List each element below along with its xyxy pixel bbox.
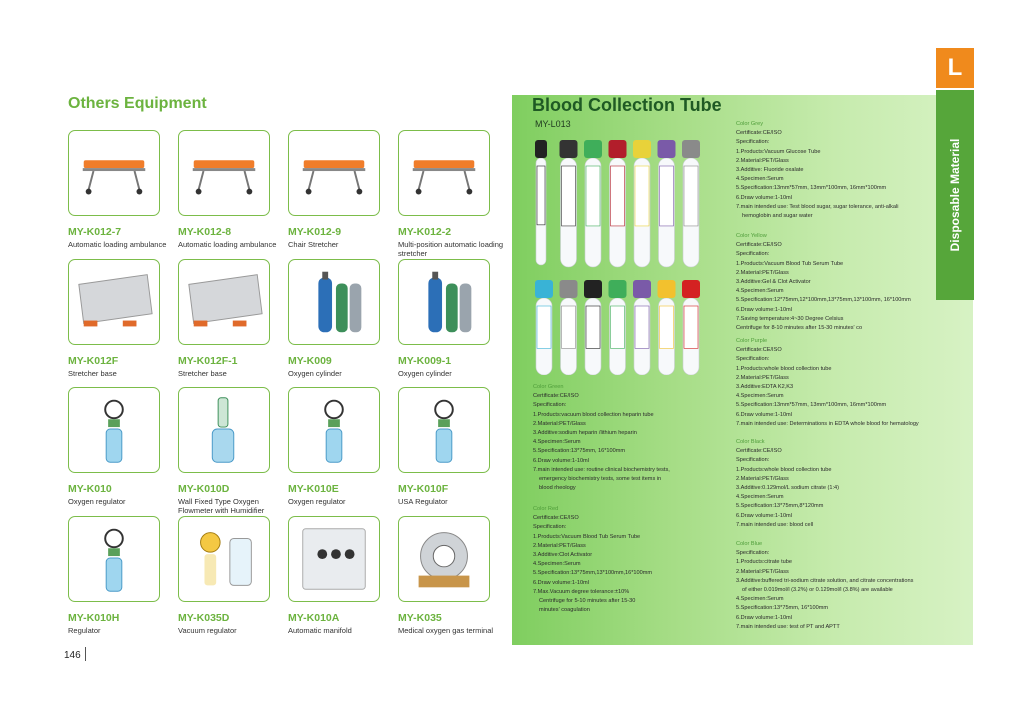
spec-line: Specification: [736,251,770,258]
product-card [398,516,498,635]
tube-cap [535,140,547,158]
spec-line: minutes' coagulation [539,607,590,614]
spec-heading: Color Black [736,439,765,445]
spec-line: 3.Additive:0.129mol/L sodium citrate (1:4) [736,485,840,492]
product-card [398,130,504,258]
spec-line: 1.Products:whole blood collection tube [736,466,832,473]
spec-line: emergency biochemistry tests, some test items in [539,476,662,483]
stretcher-base-icon [179,260,269,344]
spec-line: 7.Saving temperature:4~30 Degree Celsius [736,315,844,322]
blood-tube-top-4 [633,140,651,267]
spec-line: 3.Additive:buffered tri-sodium citrate solution, and citrate concentrations [736,577,914,584]
product-image [68,259,160,345]
spec-black [736,438,839,530]
blood-tube-bottom-4 [633,280,651,375]
blood-tube-top-1 [560,140,578,267]
product-card [68,130,168,249]
spec-heading: Color Blue [736,541,763,547]
tube-cap [584,140,602,158]
tube-label [537,306,551,348]
product-name: Regulator [68,626,101,635]
product-name: Wall Fixed Type Oxygen Flowmeter with Humidifier [178,497,265,515]
spec-red [533,505,652,615]
blood-tube-top-2 [584,140,602,267]
product-code: MY-K012-2 [398,226,452,238]
tube-cap [682,140,700,158]
spec-line: 1.Products:Vacuum Blood Tub Serum Tube [533,533,641,540]
section-title: Others Equipment [68,95,207,112]
spec-line: 1.Products:Vacuum Glucose Tube [736,148,821,155]
spec-line: 5.Specification:13*75mm, 16*100mm [533,448,626,455]
spec-line: 7.main intended use: Determinations in EDTA whole blood for hematology [736,420,919,427]
spec-line: Specification: [533,524,567,531]
blood-tube-bottom-2 [584,280,602,375]
product-image [398,259,490,345]
spec-line: Certificate:CE/ISO [533,515,579,522]
product-code: MY-K010A [288,612,340,624]
spec-line: 5.Specification:13*75mm,8*120mm [736,503,824,510]
spec-line: 3.Additive:Gel & Clot Activator [736,279,811,286]
spec-line: 2.Material:PET/Glass [533,542,586,549]
product-image [178,516,270,602]
spec-purple [736,337,919,429]
product-card [178,387,278,515]
spec-line: Certificate:CE/ISO [736,448,782,455]
flowmeter-icon [179,388,269,472]
product-code: MY-K035D [178,612,230,624]
tube-cap [584,280,602,298]
product-code: MY-K009 [288,355,332,367]
product-code: MY-K012F [68,355,119,367]
spec-line: 5.Specification:13mm*57mm, 13mm*100mm, 16mm*100mm [736,402,887,409]
tube-label [635,306,649,348]
spec-line: 5.Specification:12*75mm,12*100mm,13*75mm,13*100mm, 16*100mm [736,297,911,304]
blood-tube-bottom-3 [609,280,627,375]
product-card [288,259,388,378]
product-name: USA Regulator [398,497,448,506]
spec-line: 1.Products:whole blood collection tube [736,365,832,372]
section-tab-label: Disposable Material [948,138,962,252]
product-code: MY-K010H [68,612,120,624]
product-image [178,130,270,216]
product-card [68,516,168,635]
tube-label [635,166,649,226]
spec-line: 4.Specimen:Serum [736,596,784,603]
product-image [68,130,160,216]
product-card [288,130,388,249]
product-name: Chair Stretcher [288,240,339,249]
tube-cap [658,140,676,158]
spec-line: of either 0.019mol/l (3.2%) or 0.129mol/l (3.8%) are available [742,587,893,594]
spec-green [533,383,670,493]
spec-line: 4.Specimen:Serum [736,393,784,400]
spec-blue [736,540,913,632]
blood-tube-top-3 [609,140,627,267]
spec-line: 6.Draw volume:1-10ml [736,411,792,418]
tube-label [586,306,600,348]
product-image [68,387,160,473]
regulator-icon [289,388,379,472]
spec-line: 6.Draw volume:1-10ml [736,194,792,201]
product-code: MY-K012-8 [178,226,232,238]
spec-heading: Color Purple [736,338,768,344]
spec-line: 4.Specimen:Serum [533,561,581,568]
tube-cap [682,280,700,298]
spec-heading: Color Grey [736,121,764,127]
blood-tube-top-0 [535,140,547,265]
blood-tube-bottom-0 [535,280,553,375]
spec-heading: Color Red [533,506,559,512]
spec-line: Specification: [736,457,770,464]
spec-line: 6.Draw volume:1-10ml [533,457,589,464]
blood-tube-bottom-1 [560,280,578,375]
tube-label [611,306,625,348]
tube-label [660,166,674,226]
tube-cap [658,280,676,298]
spec-line: 2.Material:PET/Glass [736,269,789,276]
spec-heading: Color Green [533,384,564,390]
spec-line: 7.Max.Vacuum degree tolerance:±10% [533,588,630,595]
product-name: Vacuum regulator [178,626,237,635]
tube-label [562,306,576,348]
product-code: MY-K012-9 [288,226,342,238]
tube-label [660,306,674,348]
stretcher-icon [179,131,269,215]
spec-line: 2.Material:PET/Glass [736,374,789,381]
tube-cap [560,140,578,158]
product-name: Oxygen cylinder [398,369,452,378]
blood-tube-top-5 [658,140,676,267]
spec-line: 6.Draw volume:1-10ml [736,306,792,313]
tube-cap [560,280,578,298]
product-card [178,259,278,378]
spec-line: 1.Products:citrate tube [736,559,792,566]
stretcher-icon [69,131,159,215]
product-code: MY-K009-1 [398,355,452,367]
spec-line: Specification: [736,550,770,557]
product-name: Multi-position automatic loading stretcher [398,240,504,258]
spec-line: 3.Additive:Clot Activator [533,552,593,559]
spec-line: Specification: [533,402,567,409]
regulator-icon [69,388,159,472]
spec-line: 4.Specimen:Serum [533,439,581,446]
product-image [68,516,160,602]
blood-tube-bottom-5 [658,280,676,375]
product-name: Automatic loading ambulance [68,240,167,249]
spec-line: 7.main intended use: blood cell [736,521,814,528]
product-name: Oxygen regulator [68,497,126,506]
product-card [178,516,278,635]
gas-terminal-icon [399,517,489,601]
spec-yellow [736,232,911,333]
product-code: MY-K012-7 [68,226,122,238]
product-card [288,516,388,635]
tube-cap [633,140,651,158]
spec-line: Specification: [736,356,770,363]
spec-line: 2.Material:PET/Glass [736,568,789,575]
product-image [398,516,490,602]
product-code: MY-K010E [288,483,339,495]
page-number-divider [85,647,86,661]
model-code: MY-L013 [535,119,571,129]
product-image [398,387,490,473]
product-card [398,259,498,378]
spec-line: 3.Additive:sodium heparin /lithium heparin [533,430,637,437]
spec-line: 3.Additive: Fluoride oxalate [736,167,804,174]
stretcher-icon [289,131,379,215]
stretcher-base-icon [69,260,159,344]
product-image [178,259,270,345]
spec-line: 5.Specification:13mm*57mm, 13mm*100mm, 16mm*100mm [736,185,887,192]
product-code: MY-K012F-1 [178,355,238,367]
tube-cap [633,280,651,298]
tube-label [562,166,576,226]
spec-line: Centrifuge for 5-10 minutes after 15-30 [539,598,636,605]
spec-line: 5.Specification:13*75mm,13*100mm,16*100mm [533,570,653,577]
blood-tube-bottom-6 [682,280,700,375]
product-name: Medical oxygen gas terminal [398,626,494,635]
spec-line: Certificate:CE/ISO [736,347,782,354]
product-card [398,387,498,506]
spec-line: Certificate:CE/ISO [736,130,782,137]
spec-line: 3.Additive:EDTA K2,K3 [736,384,794,391]
spec-line: 2.Material:PET/Glass [736,475,789,482]
tube-cap [609,280,627,298]
page-number: 146 [64,650,81,661]
spec-grey [736,120,899,221]
tube-label [586,166,600,226]
spec-line: 1.Products:vacuum blood collection heparin tube [533,411,654,418]
product-name: Stretcher base [68,369,117,378]
spec-line: 7.main intended use: routine clinical biochemistry tests, [533,466,670,473]
spec-line: 7.main intended use: test of PT and APTT [736,623,840,630]
product-image [398,130,490,216]
spec-line: 7.main intended use: Test blood sugar, sugar tolerance, anti-alkali [736,203,899,210]
vacuum-regulator-icon [179,517,269,601]
spec-line: 2.Material:PET/Glass [736,157,789,164]
section-tab-letter: L [936,48,974,88]
manifold-icon [289,517,379,601]
tube-label [684,306,698,348]
product-code: MY-K010F [398,483,449,495]
product-image [178,387,270,473]
regulator-icon [399,388,489,472]
product-image [288,259,380,345]
spec-line: 2.Material:PET/Glass [533,420,586,427]
product-card [68,259,168,378]
tube-label [537,166,545,225]
cylinder-icon [289,260,379,344]
section-tab [936,90,974,300]
product-card [288,387,388,506]
tube-cap [609,140,627,158]
spec-line: Certificate:CE/ISO [533,393,579,400]
spec-heading: Color Yellow [736,233,767,239]
spec-line: 1.Products:Vacuum Blood Tub Serum Tube [736,260,844,267]
regulator-icon [69,517,159,601]
product-code: MY-K035 [398,612,442,624]
product-code: MY-K010 [68,483,112,495]
tube-illustration [530,140,710,375]
spec-line: Centrifuge for 8-10 minutes after 15-30 minutes' co [736,325,863,332]
product-image [288,130,380,216]
product-code: MY-K010D [178,483,230,495]
product-name: Oxygen cylinder [288,369,342,378]
spec-line: 4.Specimen:Serum [736,176,784,183]
product-name: Stretcher base [178,369,227,378]
page-title: Blood Collection Tube [532,95,722,115]
blood-tube-top-6 [682,140,700,267]
product-image [288,387,380,473]
product-image [288,516,380,602]
tube-cap [535,280,553,298]
spec-line: 4.Specimen:Serum [736,494,784,501]
product-card [68,387,168,506]
tube-label [684,166,698,226]
spec-line: Specification: [736,139,770,146]
product-name: Oxygen regulator [288,497,346,506]
product-name: Automatic loading ambulance [178,240,277,249]
spec-line: 6.Draw volume:1-10ml [736,512,792,519]
spec-line: 4.Specimen:Serum [736,288,784,295]
spec-line: hemoglobin and sugar water [742,213,813,220]
stretcher-icon [399,131,489,215]
product-name: Automatic manifold [288,626,352,635]
tube-label [611,166,625,226]
cylinder-icon [399,260,489,344]
spec-line: blood rheology [539,485,576,492]
spec-line: 6.Draw volume:1-10ml [533,579,589,586]
product-card [178,130,278,249]
spec-line: 5.Specification:13*75mm, 16*100mm [736,605,829,612]
spec-line: Certificate:CE/ISO [736,242,782,249]
spec-line: 6.Draw volume:1-10ml [736,614,792,621]
